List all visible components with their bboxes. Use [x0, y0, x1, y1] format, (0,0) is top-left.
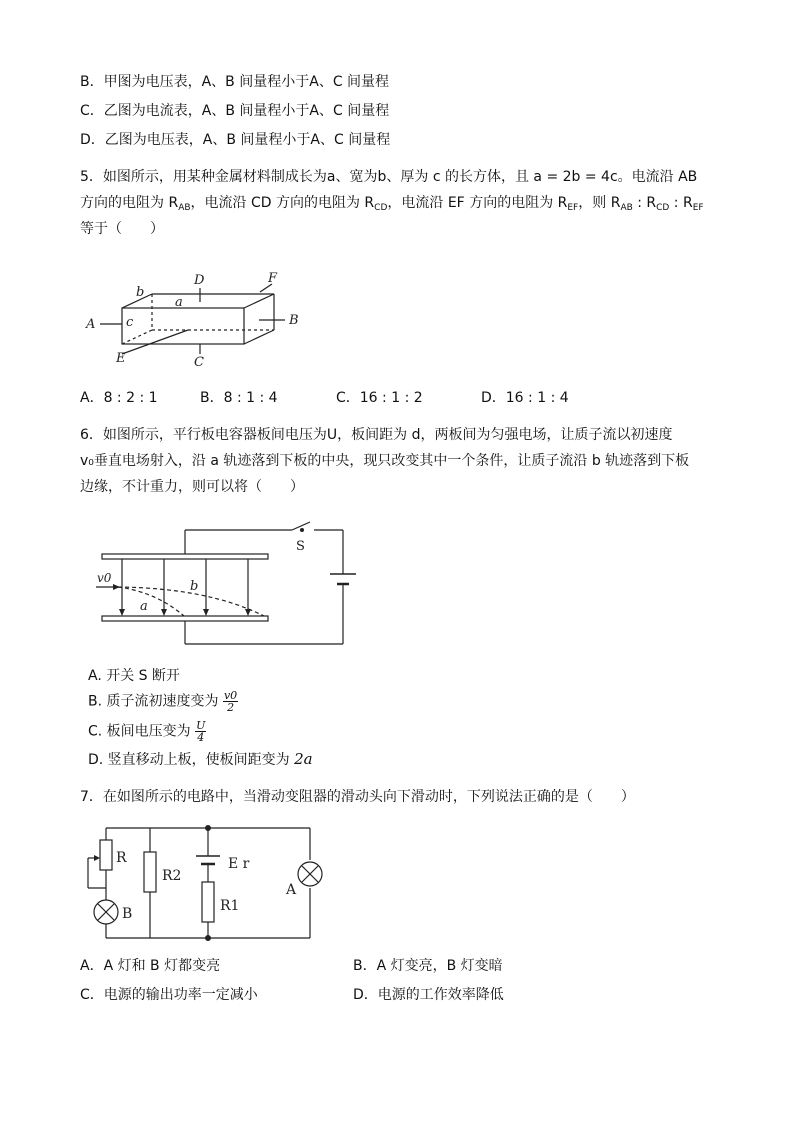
q7-label-r1: R1 — [220, 898, 240, 914]
q6-option-c: C. 板间电压变为 $\frac{U}{4}$ — [88, 719, 206, 744]
q6-stem-line2: v₀垂直电场射入，沿 a 轨迹落到下板的中央，现只改变其中一个条件，让质子流沿 b 轨迹落到下板 — [80, 453, 690, 469]
q5-label-length-a: a — [175, 295, 183, 310]
q6-capacitor-figure — [88, 512, 358, 652]
q7-option-c: C．电源的输出功率一定减小 — [80, 987, 258, 1003]
q7-label-lamp-a: A — [286, 882, 297, 898]
q7-label-source-er: E r — [228, 856, 250, 872]
q5-option-c: C．16 : 1 : 2 — [336, 390, 423, 406]
q7-label-r2: R2 — [162, 868, 182, 884]
q7-stem-line1: 7．在如图所示的电路中，当滑动变阻器的滑动头向下滑动时，下列说法正确的是（ ） — [80, 789, 635, 805]
q5-option-b: B．8 : 1 : 4 — [200, 390, 278, 406]
q5-label-b-point: B — [289, 313, 299, 328]
q5-option-a: A．8 : 2 : 1 — [80, 390, 158, 406]
q5-option-d: D．16 : 1 : 4 — [481, 390, 569, 406]
q4-option-b: B．甲图为电压表，A、B 间量程小于A、C 间量程 — [80, 74, 390, 90]
q5-label-f-point: F — [268, 271, 278, 286]
q7-option-d: D．电源的工作效率降低 — [353, 987, 504, 1003]
q7-option-b: B．A 灯变亮，B 灯变暗 — [353, 958, 503, 974]
q5-label-d-point: D — [194, 273, 205, 288]
q6-stem-line3: 边缘，不计重力，则可以将（ ） — [80, 479, 304, 495]
q7-label-lamp-b: B — [122, 906, 133, 922]
q5-label-a-point: A — [86, 317, 96, 332]
q6-label-path-b: b — [190, 579, 199, 594]
q5-stem-line3: 等于（ ） — [80, 221, 164, 237]
q5-stem-line1: 5．如图所示，用某种金属材料制成长为a、宽为b、厚为 c 的长方体，且 a = 2b = 4c。电流沿 AB — [80, 169, 698, 185]
q5-label-c-point: C — [194, 355, 204, 370]
q5-label-thickness-c: c — [126, 315, 134, 330]
q5-label-e-point: E — [116, 351, 126, 366]
q6-option-b: B. 质子流初速度变为 $\frac{v0}{2}$ — [88, 689, 238, 714]
q7-label-rheostat-r: R — [116, 850, 127, 866]
q6-label-switch: S — [296, 539, 305, 554]
q6-option-d: D. 竖直移动上板，使板间距变为 2a — [88, 750, 313, 768]
q5-stem-line2: 方向的电阻为 $R_{AB}$，电流沿 CD 方向的电阻为 $R_{CD}$，电流沿 EF 方向的电阻为 $R_{EF}$，则 $R_{AB}$ : $R_{CD}$ : $R_{EF}$ — [80, 195, 704, 213]
q7-option-a: A．A 灯和 B 灯都变亮 — [80, 958, 221, 974]
q6-option-b-fraction: $\frac{v0}{2}$ — [223, 689, 238, 714]
q6-option-a: A. 开关 S 断开 — [88, 668, 181, 684]
q6-label-v0: v0 — [97, 571, 112, 585]
q5-cuboid-figure — [80, 262, 320, 372]
q6-stem-line1: 6．如图所示，平行板电容器板间电压为U，板间距为 d，两板间为匀强电场，让质子流以初速度 — [80, 427, 673, 443]
q6-option-c-fraction: $\frac{U}{4}$ — [196, 719, 206, 744]
q4-option-c: C．乙图为电流表，A、B 间量程小于A、C 间量程 — [80, 103, 390, 119]
q6-label-path-a: a — [140, 599, 148, 614]
q4-option-d: D．乙图为电压表，A、B 间量程小于A、C 间量程 — [80, 132, 391, 148]
q7-circuit-figure — [80, 818, 330, 946]
q5-label-width-b: b — [136, 285, 145, 300]
